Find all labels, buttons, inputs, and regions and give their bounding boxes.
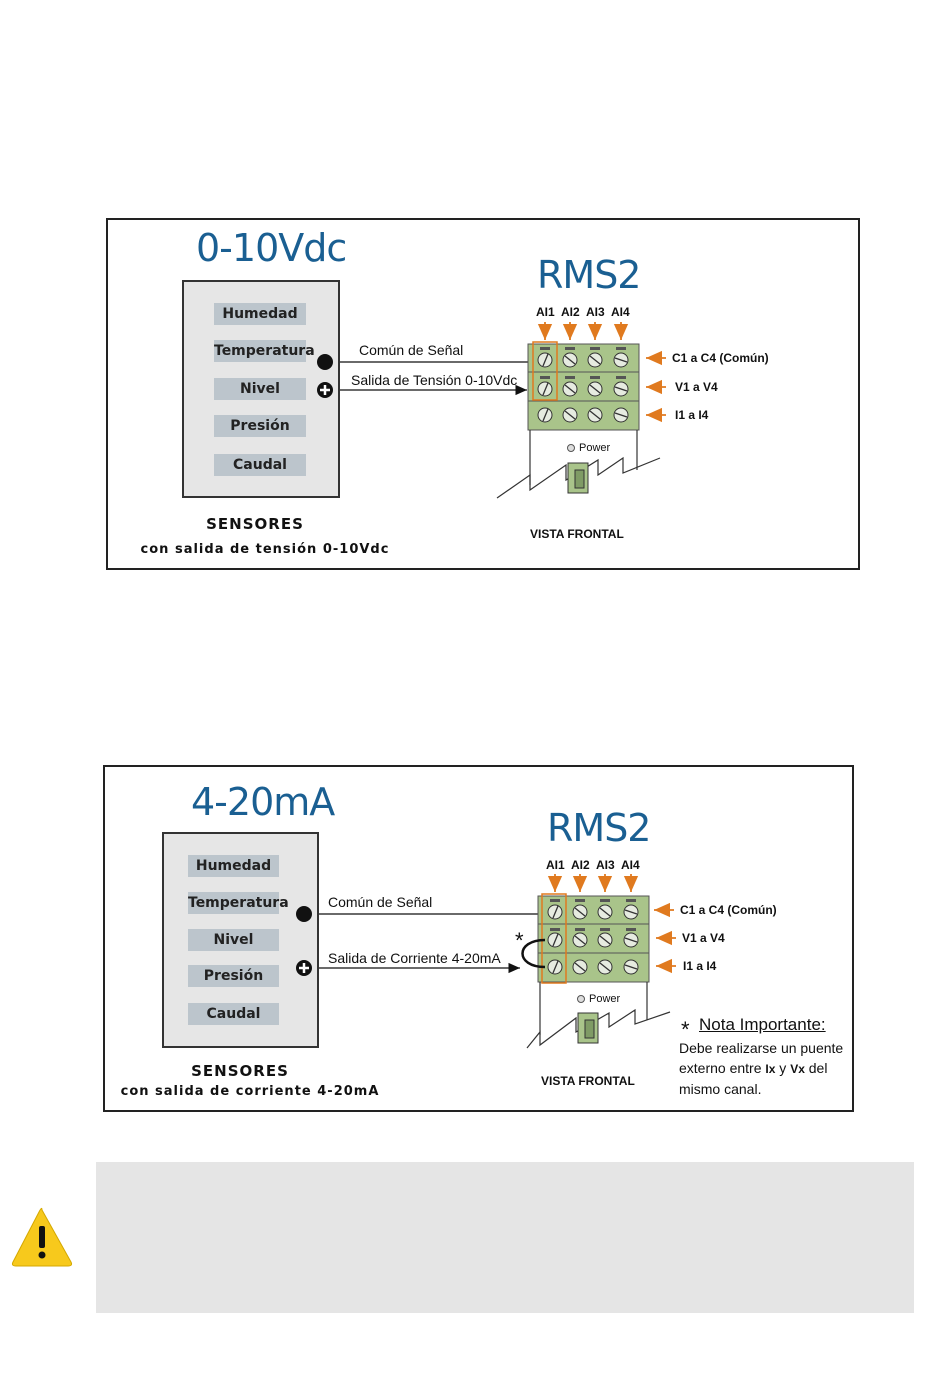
power-label: Power [589, 993, 621, 1005]
note-line: mismo canal. [679, 1081, 762, 1097]
plus-terminal-icon [296, 960, 312, 976]
row-label-current: I1 a I4 [675, 408, 709, 422]
diagram-current-title: 4-20mA [191, 780, 335, 824]
sensor-item: Temperatura [214, 340, 306, 362]
row-label-current: I1 a I4 [683, 959, 717, 973]
input-label: AI2 [561, 305, 580, 319]
view-label: VISTA FRONTAL [530, 527, 624, 541]
sensors-title: SENSORES [206, 515, 304, 533]
sensor-item: Presión [214, 415, 306, 437]
input-label: AI4 [611, 305, 630, 319]
warning-icon [12, 1208, 71, 1266]
sensors-title: SENSORES [191, 1062, 289, 1080]
note-fragment: y [779, 1060, 787, 1076]
wire-common-label: Común de Señal [328, 894, 433, 910]
sensor-item: Temperatura [188, 892, 279, 914]
wire-signal-label: Salida de Corriente 4-20mA [328, 950, 501, 966]
wire-signal-label: Salida de Tensión 0-10Vdc [351, 372, 518, 388]
sensor-item: Humedad [214, 303, 306, 325]
input-label: AI1 [536, 305, 555, 319]
minus-terminal-icon [296, 906, 312, 922]
input-label: AI3 [596, 858, 615, 872]
device-title: RMS2 [547, 806, 651, 850]
diagram-voltage-title: 0-10Vdc [196, 226, 347, 270]
power-led [568, 445, 575, 452]
sensor-item: Humedad [188, 855, 279, 877]
row-label-voltage: V1 a V4 [675, 380, 718, 394]
sensor-item: Caudal [214, 454, 306, 476]
row-label-voltage: V1 a V4 [682, 931, 725, 945]
sensors-subtitle: con salida de tensión 0-10Vdc [140, 542, 390, 557]
note-vx: Vx [790, 1062, 805, 1076]
input-label: AI1 [546, 858, 565, 872]
note-fragment: externo entre [679, 1060, 762, 1076]
note-title: Nota Importante: [699, 1015, 826, 1034]
row-label-common: C1 a C4 (Común) [672, 351, 769, 365]
wire-common-label: Común de Señal [359, 342, 464, 358]
note-ix: Ix [765, 1062, 776, 1076]
sensor-item: Nivel [214, 378, 306, 400]
note-asterisk: * [681, 1017, 690, 1042]
note-line: Debe realizarse un puente [679, 1040, 844, 1056]
plus-terminal-icon [317, 382, 333, 398]
input-label: AI3 [586, 305, 605, 319]
power-led [578, 996, 585, 1003]
sensor-item: Caudal [188, 1003, 279, 1025]
sensor-item: Nivel [188, 929, 279, 951]
row-label-common: C1 a C4 (Común) [680, 903, 777, 917]
sensor-item: Presión [188, 965, 279, 987]
view-label: VISTA FRONTAL [541, 1074, 635, 1088]
jumper-asterisk: * [515, 928, 524, 953]
note-fragment: del [808, 1060, 828, 1076]
device-title: RMS2 [537, 253, 641, 297]
input-label: AI2 [571, 858, 590, 872]
sensors-subtitle: con salida de corriente 4-20mA [120, 1084, 380, 1099]
power-label: Power [579, 442, 611, 454]
minus-terminal-icon [317, 354, 333, 370]
input-label: AI4 [621, 858, 640, 872]
